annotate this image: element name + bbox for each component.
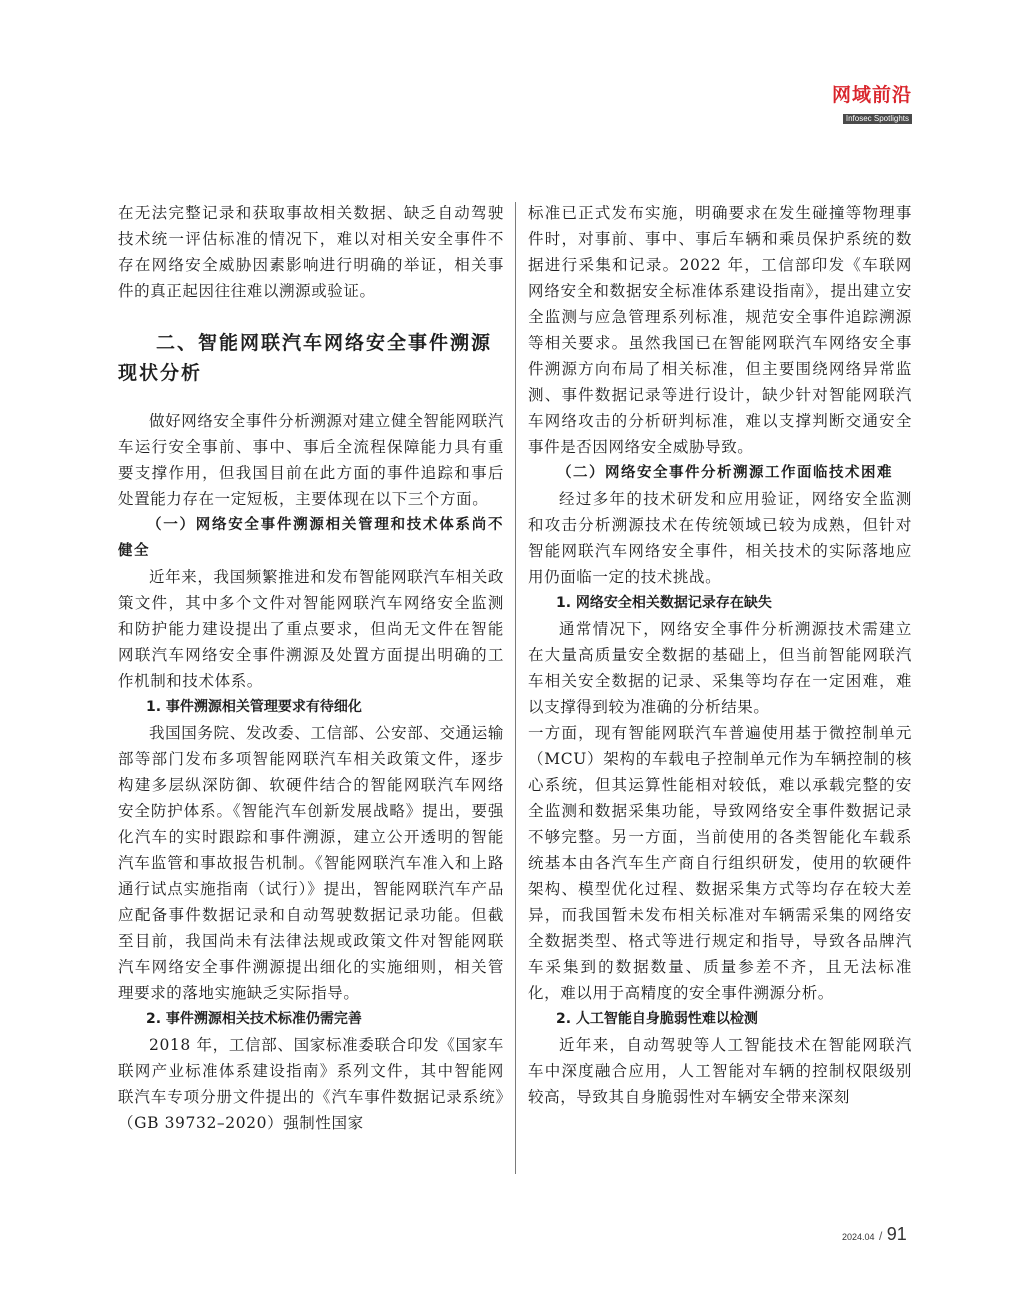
paragraph: 在无法完整记录和获取事故相关数据、缺乏自动驾驶技术统一评估标准的情况下，难以对相关安全事件不存在网络安全威胁因素影响进行明确的举证，相关事件的真正起因往往难以溯源或验证。 <box>118 204 504 300</box>
item-heading: 1. 网络安全相关数据记录存在缺失 <box>556 595 772 611</box>
paragraph: 做好网络安全事件分析溯源对建立健全智能网联汽车运行安全事前、事中、事后全流程保障能力具有重要支撑作用，但我国目前在此方面的事件追踪和事后处置能力存在一定短板，主要体现在以下三个方面。 <box>118 412 504 508</box>
paragraph: 近年来，自动驾驶等人工智能技术在智能网联汽车中深度融合应用，人工智能对车辆的控制权限级别较高，导致其自身脆弱性对车辆安全带来深刻 <box>528 1036 912 1106</box>
item-heading: 1. 事件溯源相关管理要求有待细化 <box>146 699 362 715</box>
paragraph: 通常情况下，网络安全事件分析溯源技术需建立在大量高质量安全数据的基础上，但当前智能网联汽车相关安全数据的记录、采集等均存在一定困难，难以支撑得到较为准确的分析结果。 <box>528 620 912 716</box>
section-heading: 二、智能网联汽车网络安全事件溯源现状分析 <box>118 332 493 384</box>
brand-title: 网域前沿 <box>831 84 912 106</box>
item-heading: 2. 事件溯源相关技术标准仍需完善 <box>146 1011 362 1027</box>
paragraph: 近年来，我国频繁推进和发布智能网联汽车相关政策文件，其中多个文件对智能网联汽车网络安全监测和防护能力建设提出了重点要求，但尚无文件在智能网联汽车网络安全事件溯源及处置方面提出明确的工作机制和技术体系。 <box>118 568 504 690</box>
brand-subtitle: Infosec Spotlights <box>843 114 912 124</box>
page-number: 91 <box>886 1224 907 1244</box>
right-column <box>528 200 912 1110</box>
paragraph: 一方面，现有智能网联汽车普遍使用基于微控制单元（MCU）架构的车载电子控制单元作为车辆控制的核心系统，但其运算性能相对较低，难以承载完整的安全监测和数据采集功能，导致网络安全事件数据记录不够完整。另一方面，当前使用的各类智能化车载系统基本由各汽车生产商自行组织研发，使用的软硬件架构、模型优化过程、数据采集方式等均存在较大差异，而我国暂未发布相关标准对车辆需采集的网络安全数据类型、格式等进行规定和指导，导致各品牌汽车采集到的数据数量、质量参差不齐，且无法标准化，难以用于高精度的安全事件溯源分析。 <box>528 724 912 1002</box>
column-divider <box>515 202 516 1174</box>
page-footer <box>842 1224 907 1245</box>
subsection-heading: （一）网络安全事件溯源相关管理和技术体系尚不健全 <box>118 517 504 559</box>
issue-date: 2024.04 <box>842 1232 875 1242</box>
brand-header <box>832 84 912 125</box>
left-column <box>118 200 504 1136</box>
paragraph: 标准已正式发布实施，明确要求在发生碰撞等物理事件时，对事前、事中、事后车辆和乘员保护系统的数据进行采集和记录。2022 年，工信部印发《车联网网络安全和数据安全标准体系建设指南》，提出建立安全监测与应急管理系列标准，规范安全事件追踪溯源等相关要求。虽然我国已在智能网联汽车网络安全事件溯源方向布局了相关标准，但主要围绕网络异常监测、事件数据记录等进行设计，缺少针对智能网联汽车网络攻击的分析研判标准，难以支撑判断交通安全事件是否因网络安全威胁导致。 <box>528 204 912 456</box>
footer-separator: / <box>879 1229 883 1243</box>
paragraph: 经过多年的技术研发和应用验证，网络安全监测和攻击分析溯源技术在传统领域已较为成熟，但针对智能网联汽车网络安全事件，相关技术的实际落地应用仍面临一定的技术挑战。 <box>528 490 912 586</box>
subsection-heading: （二）网络安全事件分析溯源工作面临技术困难 <box>557 465 893 481</box>
paragraph: 2018 年，工信部、国家标准委联合印发《国家车联网产业标准体系建设指南》系列文件，其中智能网联汽车专项分册文件提出的《汽车事件数据记录系统》（GB 39732–2020）强制性国家 <box>118 1036 504 1132</box>
item-heading: 2. 人工智能自身脆弱性难以检测 <box>556 1011 758 1027</box>
paragraph: 我国国务院、发改委、工信部、公安部、交通运输部等部门发布多项智能网联汽车相关政策文件，逐步构建多层纵深防御、软硬件结合的智能网联汽车网络安全防护体系。《智能汽车创新发展战略》提出，要强化汽车的实时跟踪和事件溯源，建立公开透明的智能汽车监管和事故报告机制。《智能网联汽车准入和上路通行试点实施指南（试行）》提出，智能网联汽车产品应配备事件数据记录和自动驾驶数据记录功能。但截至目前，我国尚未有法律法规或政策文件对智能网联汽车网络安全事件溯源提出细化的实施细则，相关管理要求的落地实施缺乏实际指导。 <box>118 724 504 1002</box>
